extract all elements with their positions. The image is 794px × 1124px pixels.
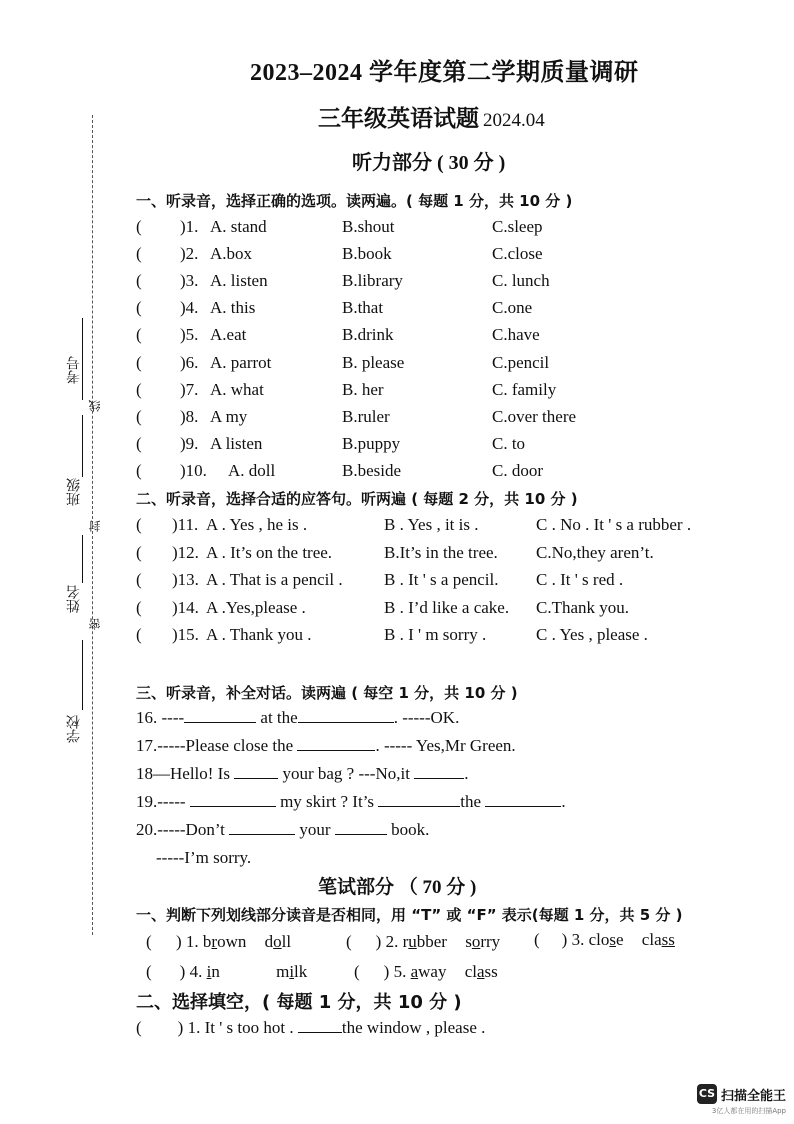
option-b: B.puppy	[342, 433, 401, 453]
question-number: )7.	[180, 379, 199, 399]
option-a: A. this	[210, 298, 256, 318]
question-number: )13.	[172, 570, 199, 589]
blank-19c[interactable]	[485, 792, 561, 807]
answer-paren[interactable]: (	[136, 542, 142, 562]
question-number: )1.	[180, 217, 199, 236]
word-brown: brown	[202, 932, 247, 951]
word-rubber: rubber	[402, 932, 447, 951]
option-c: C. family	[492, 379, 557, 399]
camscanner-logo-icon: CS	[697, 1084, 717, 1104]
class-label: 班级	[66, 478, 82, 506]
school-label: 学校	[66, 715, 82, 743]
option-a: A . That is a pencil .	[206, 570, 343, 589]
question-number: )2.	[180, 244, 199, 264]
option-a: A listen	[210, 433, 263, 453]
word-doll: doll	[264, 932, 292, 951]
blank-16b[interactable]	[298, 708, 394, 723]
option-b: B.shout	[342, 217, 395, 236]
part4-heading: 一、判断下列划线部分读音是否相同，用 “T” 或 “F” 表示(每题 1 分，共 5 分 )	[136, 906, 683, 924]
option-b: B . Yes , it is .	[384, 515, 479, 534]
class-field[interactable]	[82, 415, 83, 477]
option-a: A.box	[210, 244, 253, 264]
option-c: C.Thank you.	[536, 597, 630, 617]
option-c: C . It ' s red .	[536, 570, 624, 589]
option-c: C. lunch	[492, 271, 550, 291]
option-c: C. to	[492, 433, 526, 453]
blank-18b[interactable]	[414, 764, 464, 779]
blank-20a[interactable]	[229, 820, 295, 835]
blank-16a[interactable]	[184, 708, 256, 723]
option-a: A. stand	[210, 217, 267, 236]
option-a: A . Yes , he is .	[206, 515, 308, 534]
question-number: )8.	[180, 406, 199, 426]
question-number: )15.	[172, 625, 199, 644]
option-c: C.sleep	[492, 217, 543, 236]
name-field[interactable]	[82, 535, 83, 583]
answer-paren[interactable]: (	[136, 244, 142, 264]
exam-title: 2023–2024 学年度第二学期质量调研	[250, 60, 639, 86]
question-number: )11.	[172, 515, 199, 534]
option-b: B.beside	[342, 460, 402, 480]
option-a: A . It’s on the tree.	[206, 542, 333, 562]
choice-q1: ( ) 1. It ' s too hot . the window , please .	[136, 1018, 486, 1037]
dialogue-17: 17.-----Please close the . ----- Yes,Mr Green.	[136, 736, 516, 755]
listening-section-title: 听力部分 ( 30 分 )	[352, 152, 506, 174]
seal-line-mark: 线	[88, 400, 102, 412]
dialogue-19: 19.----- my skirt ? It’s the .	[136, 792, 566, 811]
option-c: C.No,they aren’t.	[536, 542, 654, 562]
option-c: C.over there	[492, 406, 577, 426]
dialogue-20-reply: -----I’m sorry.	[156, 848, 252, 867]
option-c: C. door	[492, 460, 543, 480]
word-away: away	[410, 962, 447, 981]
answer-paren[interactable]: (	[136, 597, 142, 617]
name-label: 姓名	[66, 585, 82, 613]
option-b: B.book	[342, 244, 392, 264]
option-c: C.have	[492, 325, 540, 345]
option-a: A. listen	[210, 271, 268, 291]
option-b: B.drink	[342, 325, 394, 345]
answer-paren[interactable]: (	[136, 217, 142, 236]
option-a: A .Yes,please .	[206, 597, 306, 617]
option-c: C.pencil	[492, 352, 550, 372]
dialogue-20: 20.-----Don’t your book.	[136, 820, 430, 839]
answer-paren[interactable]: (	[136, 325, 142, 345]
part3-heading: 三、听录音，补全对话。读两遍 ( 每空 1 分，共 10 分 )	[136, 684, 518, 702]
blank-19b[interactable]	[378, 792, 460, 807]
question-number: )12.	[172, 542, 199, 562]
answer-paren[interactable]: (	[136, 379, 142, 399]
phonics-q3: ( ) 3. close class	[534, 930, 675, 949]
exam-date: 2024.04	[483, 110, 545, 131]
option-a: A.eat	[210, 325, 247, 345]
answer-paren[interactable]: (	[136, 406, 142, 426]
answer-paren[interactable]: (	[136, 352, 142, 372]
word-in: in	[206, 962, 220, 981]
phonics-q1-paren[interactable]: (	[146, 932, 152, 951]
option-b: B . I’d like a cake.	[384, 597, 510, 617]
dialogue-18: 18—Hello! Is your bag ? ---No,it .	[136, 764, 469, 783]
option-c: C . Yes , please .	[536, 625, 648, 644]
word-milk: milk	[276, 962, 308, 981]
option-c: C.close	[492, 244, 543, 264]
phonics-q2: ( ) 2. rubber sorry	[346, 932, 501, 951]
exam-no-field[interactable]	[82, 318, 83, 400]
option-a: A. what	[210, 379, 264, 399]
writing-section-title: 笔试部分 （ 70 分 )	[318, 877, 477, 898]
school-field[interactable]	[82, 640, 83, 710]
phonics-q4: ( ) 4. in milk	[146, 962, 308, 981]
option-c: C.one	[492, 298, 533, 318]
question-number: )6.	[180, 352, 199, 372]
part1-heading: 一、听录音，选择正确的选项。读两遍。( 每题 1 分，共 10 分 )	[136, 192, 573, 210]
phonics-q1: ) 1. brown doll	[176, 932, 292, 951]
word-close: close	[588, 930, 624, 949]
question-number: )9.	[180, 433, 199, 453]
seal-seal-mark: 封	[88, 520, 102, 532]
blank-20b[interactable]	[335, 820, 387, 835]
option-b: B.It’s in the tree.	[384, 542, 498, 562]
option-b: B.library	[342, 271, 403, 291]
dialogue-16: 16. ---- at the . -----OK.	[136, 708, 460, 727]
answer-paren[interactable]: (	[136, 625, 142, 644]
choice-q1-blank[interactable]	[298, 1018, 342, 1033]
watermark-name: 扫描全能王	[720, 1088, 786, 1104]
option-a: A. parrot	[210, 352, 272, 372]
seal-secret-mark: 密	[88, 618, 102, 630]
part2-heading: 二、听录音，选择合适的应答句。听两遍 ( 每题 2 分，共 10 分 )	[136, 490, 578, 508]
option-b: B. her	[342, 379, 384, 399]
option-a: A my	[210, 406, 248, 426]
option-b: B.that	[342, 298, 384, 318]
option-b: B.ruler	[342, 406, 390, 426]
option-b: B . I ' m sorry .	[384, 625, 487, 644]
option-b: B . It ' s a pencil.	[384, 570, 499, 589]
answer-paren[interactable]: (	[136, 570, 142, 589]
answer-paren[interactable]: (	[136, 433, 142, 453]
scanner-watermark	[697, 1084, 786, 1117]
blank-18a[interactable]	[234, 764, 278, 779]
subtitle-text: 三年级英语试题	[318, 106, 479, 131]
exam-subtitle	[318, 100, 545, 133]
part5-heading: 二、选择填空，( 每题 1 分，共 10 分 )	[136, 992, 462, 1013]
question-number: )3.	[180, 271, 199, 291]
answer-paren[interactable]: (	[136, 298, 142, 318]
answer-paren[interactable]: (	[136, 271, 142, 291]
blank-19a[interactable]	[190, 792, 276, 807]
watermark-tagline: 3亿人都在用的扫描App	[711, 1107, 786, 1115]
question-number: )5.	[180, 325, 199, 345]
option-c: C . No . It ' s a rubber .	[536, 515, 692, 534]
question-number: )10.	[180, 460, 207, 480]
word-class: class	[641, 930, 675, 949]
blank-17[interactable]	[297, 736, 375, 751]
option-a: A . Thank you .	[206, 625, 312, 644]
word-sorry: sorry	[465, 932, 501, 951]
answer-paren[interactable]: (	[136, 460, 142, 480]
word-class-2: class	[464, 962, 498, 981]
phonics-q5: ( ) 5. away class	[354, 962, 498, 981]
question-number: )4.	[180, 298, 199, 318]
exam-no-label: 考号	[66, 356, 82, 384]
option-a: A. doll	[228, 460, 276, 480]
option-b: B. please	[342, 352, 405, 372]
question-number: )14.	[172, 597, 199, 617]
answer-paren[interactable]: (	[136, 515, 142, 534]
